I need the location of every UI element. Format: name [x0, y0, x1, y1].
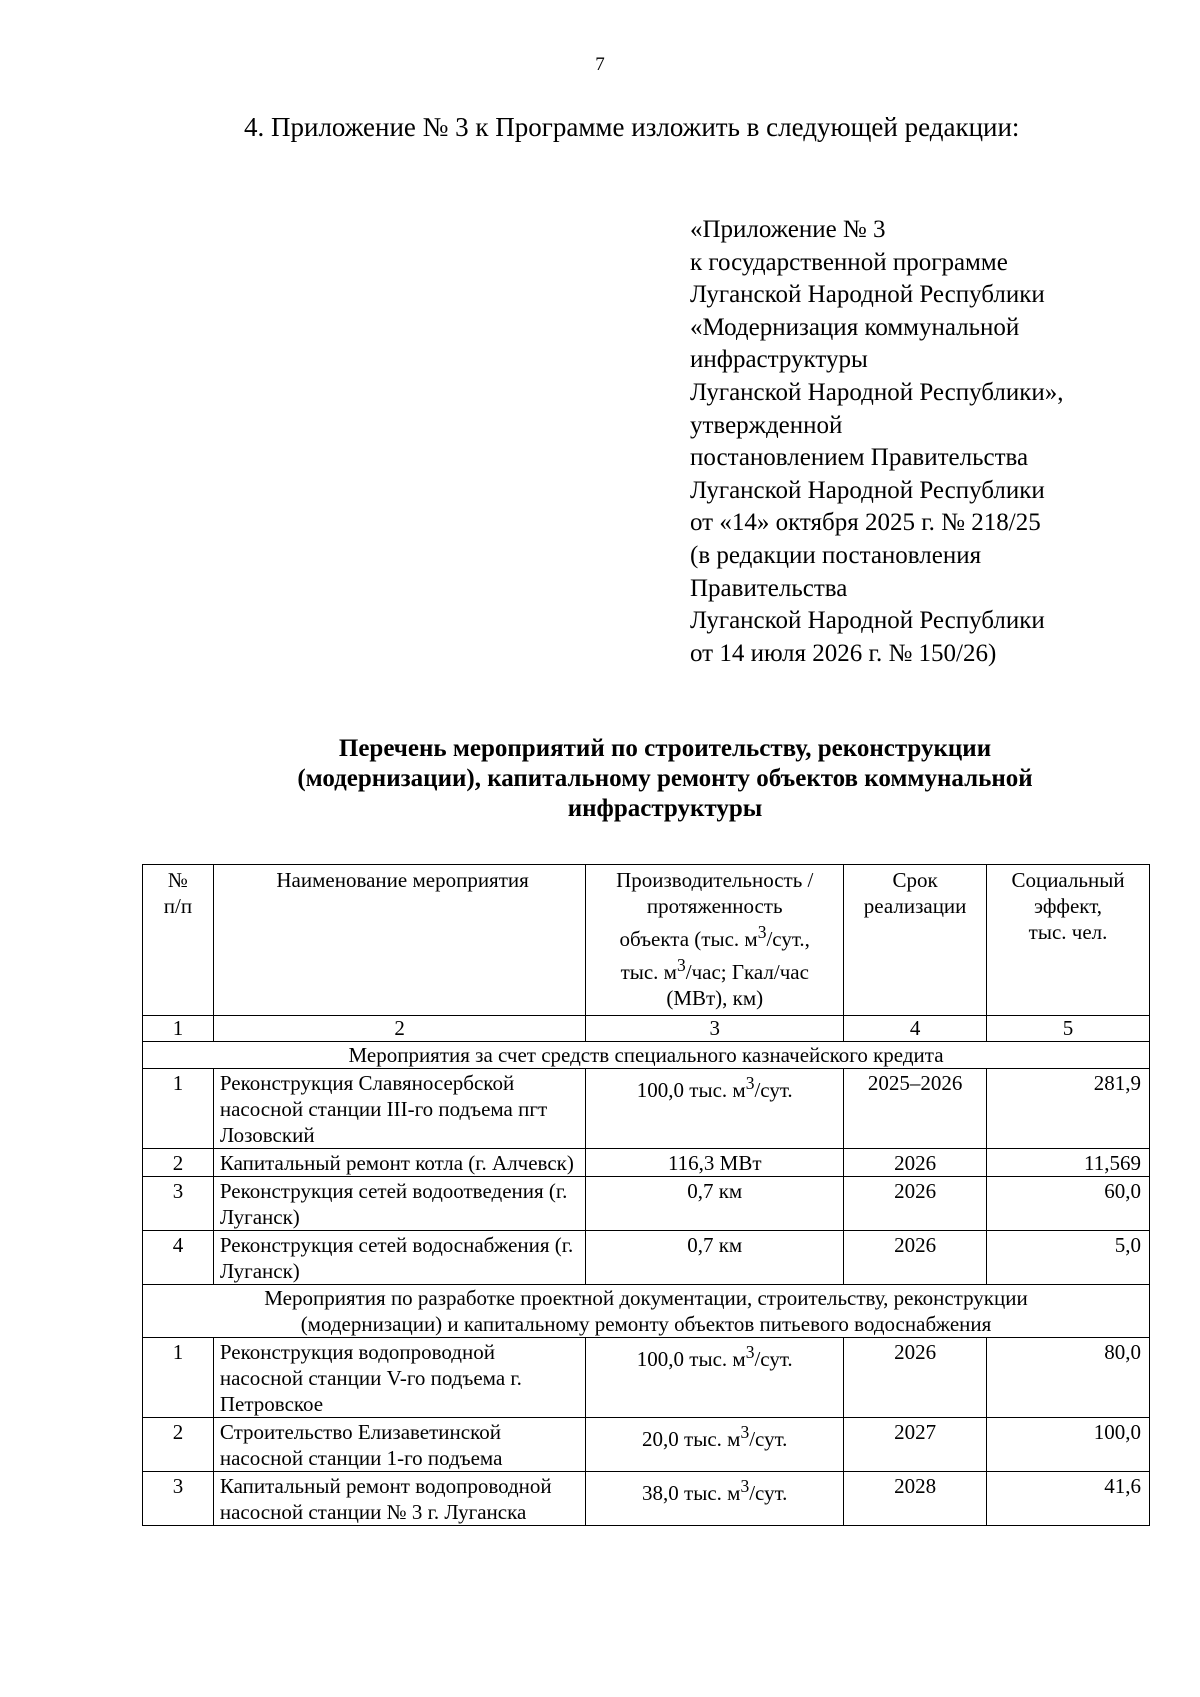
annex-line: от «14» октября 2025 г. № 218/25	[690, 509, 1041, 537]
row-event-name: Реконструкция сетей водоотведения (г. Луганск)	[213, 1177, 585, 1231]
row-capacity	[586, 1177, 844, 1231]
row-event-name: Капитальный ремонт котла (г. Алчевск)	[213, 1149, 585, 1177]
page-number: 7	[595, 54, 605, 75]
capacity-unit: /сут.	[749, 1427, 788, 1451]
annex-line: Луганской Народной Республики»,	[690, 378, 1064, 406]
annex-line: Луганской Народной Республики	[690, 607, 1045, 635]
intro-paragraph: 4. Приложение № 3 к Программе изложить в следующей редакции:	[244, 112, 1020, 142]
header-capacity-line: тыс. $м^3$/час; Гкал/час	[620, 955, 809, 984]
row-term: 2026	[844, 1231, 987, 1285]
annex-line: постановлением Правительства	[690, 444, 1029, 472]
header-social-line: тыс. чел.	[1028, 920, 1108, 944]
header-social-line: эффект,	[1033, 894, 1103, 918]
table-header-row	[143, 865, 1150, 1016]
header-num-line: п/п	[163, 894, 193, 918]
capacity-unit: /сут.	[754, 1078, 793, 1102]
header-social	[987, 865, 1150, 1016]
header-social-line: Социальный	[1011, 868, 1125, 892]
table-row	[143, 1177, 1150, 1231]
row-number: 3	[143, 1472, 214, 1526]
column-index: 3	[586, 1016, 844, 1042]
row-capacity	[586, 1149, 844, 1177]
row-capacity	[586, 1069, 844, 1149]
column-index: 2	[213, 1016, 585, 1042]
row-term: 2026	[844, 1177, 987, 1231]
capacity-value: 20,0 тыс. м	[642, 1427, 741, 1451]
annex-line: (в редакции постановления	[690, 541, 982, 569]
table-row	[143, 1231, 1150, 1285]
row-event-name: Капитальный ремонт водопроводной насосной станции № 3 г. Луганска	[213, 1472, 585, 1526]
row-social-effect: 100,0	[987, 1418, 1150, 1472]
section-title-line: Мероприятия за счет средств специального казначейского кредита	[348, 1043, 944, 1067]
list-title-line: инфраструктуры	[567, 795, 763, 822]
annex-line: «Модернизация коммунальной	[690, 313, 1020, 341]
capacity-value: 0,7 км	[687, 1179, 743, 1203]
table-row	[143, 1149, 1150, 1177]
header-capacity-line: Производительность /	[616, 868, 814, 892]
row-term: 2027	[844, 1418, 987, 1472]
section-title-line: Мероприятия по разработке проектной документации, строительству, реконструкции	[264, 1286, 1028, 1310]
header-num-line: №	[167, 868, 188, 892]
row-social-effect: 281,9	[987, 1069, 1150, 1149]
list-title-line: Перечень мероприятий по строительству, реконструкции	[338, 735, 992, 762]
annex-line: инфраструктуры	[690, 346, 868, 374]
events-table-body	[143, 865, 1150, 1526]
row-number: 1	[143, 1338, 214, 1418]
annex-line: Правительства	[690, 574, 848, 602]
annex-line: «Приложение № 3	[690, 216, 886, 243]
section-header-row	[143, 1042, 1150, 1069]
capacity-superscript: 3	[745, 1073, 755, 1093]
events-table	[142, 864, 1150, 1526]
capacity-value: 100,0 тыс. м	[636, 1078, 746, 1102]
column-index: 4	[844, 1016, 987, 1042]
row-event-name: Реконструкция Славяносербской насосной станции III-го подъема пгт Лозовский	[213, 1069, 585, 1149]
row-number: 4	[143, 1231, 214, 1285]
header-name	[213, 865, 585, 1016]
header-term	[844, 865, 987, 1016]
capacity-value: 116,3 МВт	[667, 1151, 762, 1175]
annex-line: утвержденной	[690, 411, 843, 439]
header-term-line: Срок	[892, 868, 938, 892]
column-index-row	[143, 1016, 1150, 1042]
row-term: 2028	[844, 1472, 987, 1526]
header-capacity-line: протяженность	[646, 894, 783, 918]
capacity-value: 0,7 км	[687, 1233, 743, 1257]
table-row	[143, 1338, 1150, 1418]
row-number: 2	[143, 1418, 214, 1472]
capacity-unit: /сут.	[754, 1347, 793, 1371]
row-number: 2	[143, 1149, 214, 1177]
list-title-line: (модернизации), капитальному ремонту объектов коммунальной	[297, 765, 1033, 792]
capacity-value: 100,0 тыс. м	[636, 1347, 746, 1371]
table-row	[143, 1472, 1150, 1526]
row-number: 1	[143, 1069, 214, 1149]
row-social-effect: 80,0	[987, 1338, 1150, 1418]
section-title	[143, 1042, 1150, 1069]
row-social-effect: 41,6	[987, 1472, 1150, 1526]
row-social-effect: 60,0	[987, 1177, 1150, 1231]
list-title	[140, 734, 1190, 824]
row-number: 3	[143, 1177, 214, 1231]
capacity-superscript: 3	[740, 1476, 750, 1496]
capacity-value: 38,0 тыс. м	[642, 1481, 741, 1505]
table-row	[143, 1418, 1150, 1472]
row-capacity	[586, 1338, 844, 1418]
row-capacity	[586, 1418, 844, 1472]
header-num	[143, 865, 214, 1016]
row-event-name: Строительство Елизаветинской насосной станции 1-го подъема	[213, 1418, 585, 1472]
annex-reference-block	[690, 214, 1064, 670]
table-row	[143, 1069, 1150, 1149]
header-capacity-line: (МВт), км)	[666, 986, 764, 1010]
row-capacity	[586, 1472, 844, 1526]
column-index: 1	[143, 1016, 214, 1042]
section-header-row	[143, 1285, 1150, 1338]
column-index: 5	[987, 1016, 1150, 1042]
row-capacity	[586, 1231, 844, 1285]
row-event-name: Реконструкция водопроводной насосной станции V-го подъема г. Петровское	[213, 1338, 585, 1418]
header-capacity	[586, 865, 844, 1016]
row-term: 2025–2026	[844, 1069, 987, 1149]
capacity-superscript: 3	[745, 1342, 755, 1362]
annex-line: к государственной программе	[690, 248, 1008, 276]
capacity-unit: /сут.	[749, 1481, 788, 1505]
section-title	[143, 1285, 1150, 1338]
annex-line: от 14 июля 2026 г. № 150/26)	[690, 639, 997, 667]
annex-line: Луганской Народной Республики	[690, 281, 1045, 309]
section-title-line: (модернизации) и капитальному ремонту объектов питьевого водоснабжения	[300, 1312, 992, 1336]
row-event-name: Реконструкция сетей водоснабжения (г. Луганск)	[213, 1231, 585, 1285]
row-social-effect: 5,0	[987, 1231, 1150, 1285]
header-capacity-line: объекта (тыс. $м^3$/сут.,	[619, 922, 810, 951]
capacity-superscript: 3	[740, 1422, 750, 1442]
header-name-text: Наименование мероприятия	[276, 868, 529, 892]
row-term: 2026	[844, 1149, 987, 1177]
row-term: 2026	[844, 1338, 987, 1418]
row-social-effect: 11,569	[987, 1149, 1150, 1177]
header-term-line: реализации	[863, 894, 967, 918]
annex-line: Луганской Народной Республики	[690, 476, 1045, 504]
